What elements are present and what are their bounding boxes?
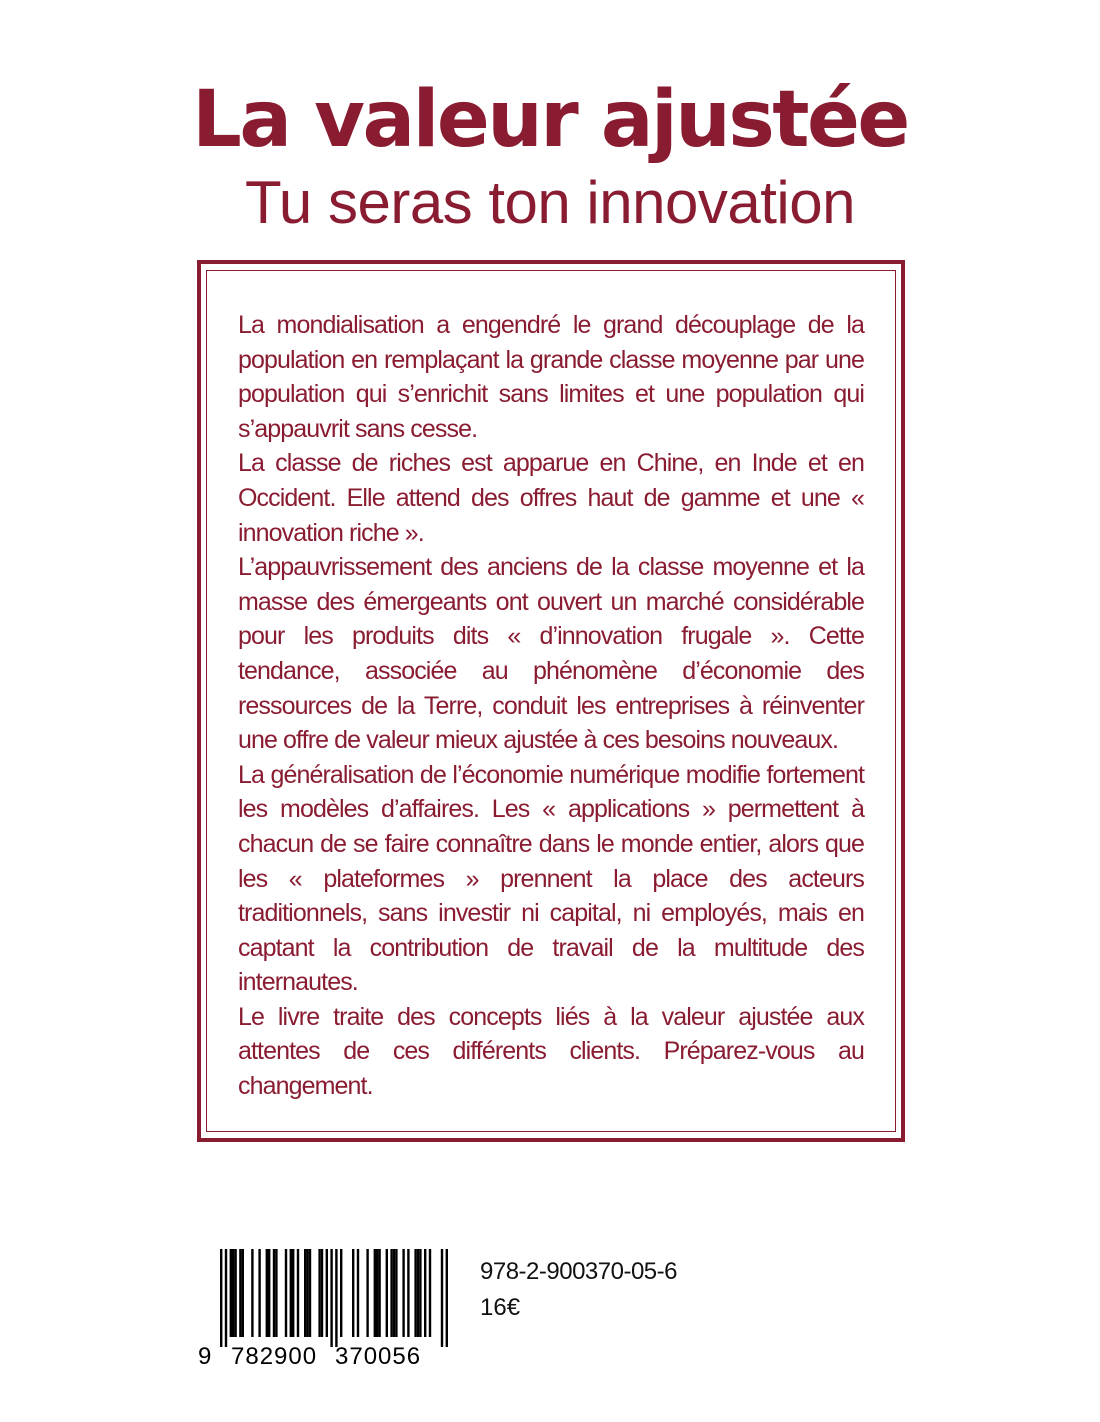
isbn-number: 978-2-900370-05-6: [480, 1258, 677, 1285]
barcode-bar: [297, 1249, 299, 1337]
blurb-paragraph: La mondialisation a engendré le grand découplage de la population en remplaçant la grande classe moyenne par une population qui s’enrichit sans limites et une population qui s’appauvrit sans cesse.: [238, 311, 864, 443]
barcode-bar: [304, 1249, 306, 1337]
barcode-bar: [306, 1249, 308, 1337]
barcode-bar: [407, 1249, 409, 1337]
barcode-first-digit: 9: [198, 1343, 212, 1370]
barcode-bars: [198, 1247, 454, 1347]
barcode-bar: [378, 1249, 380, 1337]
barcode-bar: [234, 1249, 236, 1337]
barcode-bar: [268, 1249, 270, 1337]
barcode-bar: [251, 1249, 253, 1337]
barcode-guard-bar: [335, 1249, 337, 1347]
blurb-paragraph: La généralisation de l’économie numérique modifie fortement les modèles d’affaires. Les « applications » permettent à chacun de se faire connaître dans le monde entier, alors que les « plateformes » prennent la place des acteurs traditionnels, sans investir ni capital, ni employés, mais en captant la contribution de travail de la multitude des internautes.: [238, 760, 864, 997]
barcode-bar: [266, 1249, 268, 1337]
blurb-paragraph: Le livre traite des concepts liés à la valeur ajustée aux attentes de ces différents clients. Préparez-vous au changement.: [238, 1002, 864, 1101]
blurb-paragraph: La classe de riches est apparue en Chine, en Inde et en Occident. Elle attend des offres haut de gamme et une « innovation riche ».: [238, 449, 864, 547]
barcode-bar: [376, 1249, 378, 1337]
barcode-bar: [366, 1249, 368, 1337]
barcode-left-digits: 782900: [231, 1343, 318, 1370]
barcode-guard-bar: [220, 1249, 222, 1347]
barcode-bar: [419, 1249, 421, 1337]
barcode-bar: [393, 1249, 395, 1337]
barcode-bar: [285, 1249, 287, 1337]
barcode-bar: [424, 1249, 426, 1337]
barcode-bar: [242, 1249, 244, 1337]
barcode-bar: [273, 1249, 275, 1337]
barcode-right-digits: 370056: [335, 1343, 422, 1370]
barcode-bar: [321, 1249, 323, 1337]
barcode-bar: [417, 1249, 419, 1337]
barcode-bar: [239, 1249, 241, 1337]
barcode-bar: [395, 1249, 397, 1337]
barcode-bar: [340, 1249, 342, 1337]
barcode-bar: [429, 1249, 431, 1337]
barcode-bar: [357, 1249, 359, 1337]
barcode-bar: [352, 1249, 354, 1337]
price-label: 16€: [480, 1294, 521, 1321]
barcode-bar: [232, 1249, 234, 1337]
book-title: La valeur ajustée: [192, 75, 908, 165]
barcode-bar: [374, 1249, 376, 1337]
barcode-guard-bar: [225, 1249, 227, 1347]
barcode-bar: [275, 1249, 277, 1337]
barcode-bar: [390, 1249, 392, 1337]
barcode-bar: [309, 1249, 311, 1337]
blurb-paragraph: L’appauvrissement des anciens de la classe moyenne et la masse des émergeants ont ouvert un marché considérable pour les produits dits « d’innovation frugale ». Cette tendance, associée au phénomène d’économie des ressources de la Terre, conduit les entreprises à réinventer une offre de valeur mieux ajustée à ces besoins nouveaux.: [238, 553, 864, 755]
ean-barcode: [198, 1247, 454, 1373]
barcode-bar: [402, 1249, 404, 1337]
barcode-bar: [414, 1249, 416, 1337]
barcode-bar: [386, 1249, 388, 1337]
barcode-bar: [292, 1249, 294, 1337]
barcode-bar: [326, 1249, 328, 1337]
barcode-bar: [290, 1249, 292, 1337]
book-subtitle: Tu seras ton innovation: [245, 169, 855, 236]
barcode-bar: [230, 1249, 232, 1337]
barcode-guard-bar: [446, 1249, 448, 1347]
barcode-bar: [258, 1249, 260, 1337]
barcode-bar: [318, 1249, 320, 1337]
barcode-guard-bar: [441, 1249, 443, 1347]
barcode-guard-bar: [330, 1249, 332, 1347]
blurb-text: [238, 308, 864, 1104]
